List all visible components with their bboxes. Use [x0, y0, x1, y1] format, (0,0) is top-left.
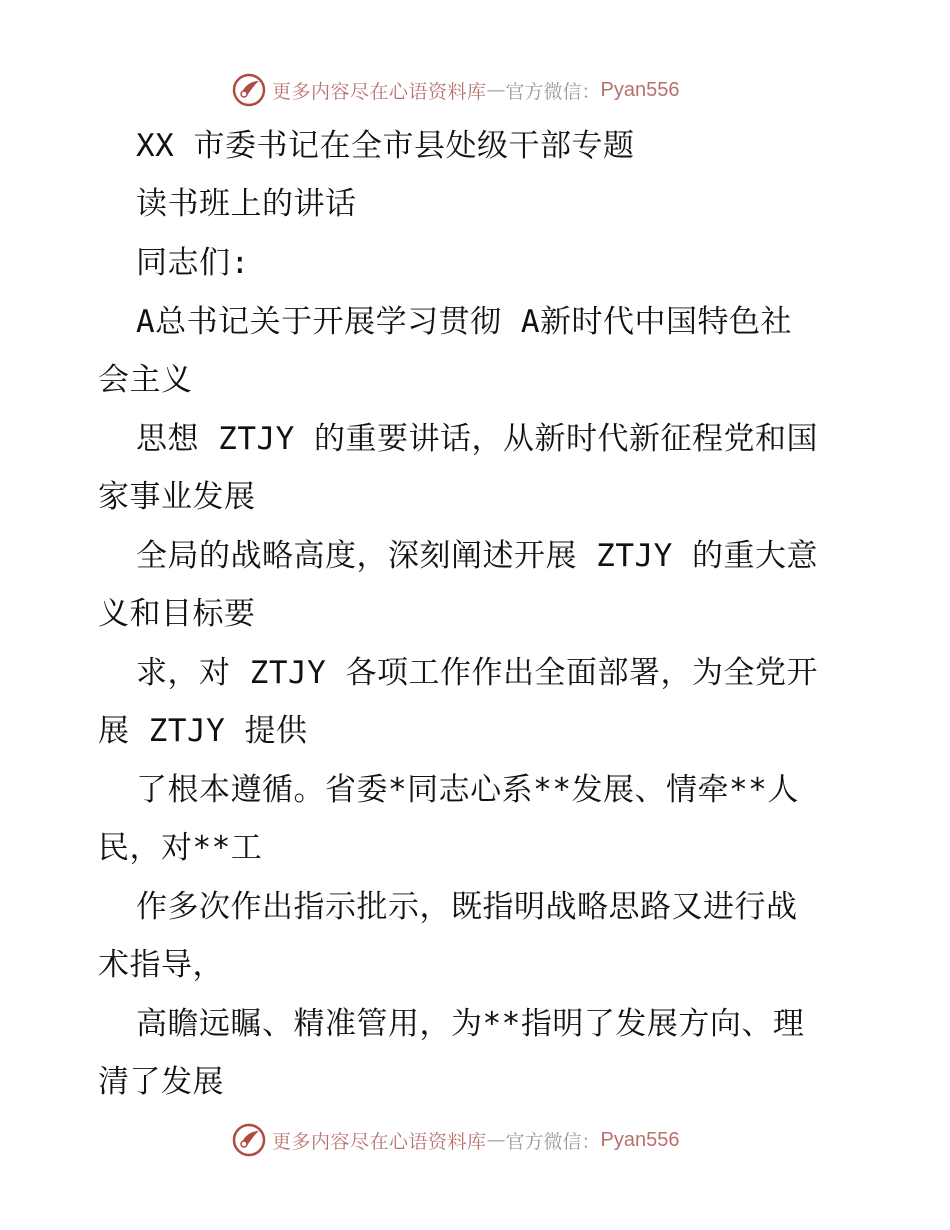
text-line: 读书班上的讲话 [136, 186, 357, 222]
watermark-separator: — [486, 79, 506, 101]
logo-icon [232, 1123, 266, 1157]
watermark-text: 更多内容尽在心语资料库 [272, 1130, 487, 1153]
text-line: 家事业发展 [98, 479, 256, 515]
text-line: 求，对 ZTJY 各项工作作出全面部署，为全党开 [136, 655, 818, 691]
text-line: 清了发展 [98, 1064, 224, 1100]
text-line: 高瞻远瞩、精准管用，为**指明了发展方向、理 [136, 1006, 805, 1042]
text-line: 了根本遵循。省委*同志心系**发展、情牵**人 [136, 772, 799, 808]
text-line: A总书记关于开展学习贯彻 A新时代中国特色社 [136, 304, 792, 340]
text-line: XX 市委书记在全市县处级干部专题 [136, 128, 635, 164]
watermark-footer [232, 1120, 752, 1160]
text-line: 作多次作出指示批示，既指明战略思路又进行战 [136, 889, 798, 925]
text-line: 义和目标要 [98, 596, 256, 632]
text-line: 民，对**工 [98, 830, 263, 866]
text-line: 同志们: [136, 245, 250, 281]
text-line: 全局的战略高度，深刻阐述开展 ZTJY 的重大意 [136, 538, 818, 574]
text-line: 术指导， [98, 947, 224, 983]
logo-icon [232, 73, 266, 107]
text-line: 展 ZTJY 提供 [98, 713, 308, 749]
watermark-wechat-label: 官方微信： [505, 80, 601, 103]
watermark-header [232, 70, 752, 110]
text-line: 会主义 [98, 362, 193, 398]
watermark-wechat-label: 官方微信： [505, 1130, 601, 1153]
text-line: 思想 ZTJY 的重要讲话，从新时代新征程党和国 [136, 421, 818, 457]
watermark-wechat-id: Pyan556 [600, 78, 680, 101]
watermark-wechat-id: Pyan556 [600, 1128, 680, 1151]
watermark-separator: — [486, 1129, 506, 1151]
watermark-text: 更多内容尽在心语资料库 [272, 80, 487, 103]
